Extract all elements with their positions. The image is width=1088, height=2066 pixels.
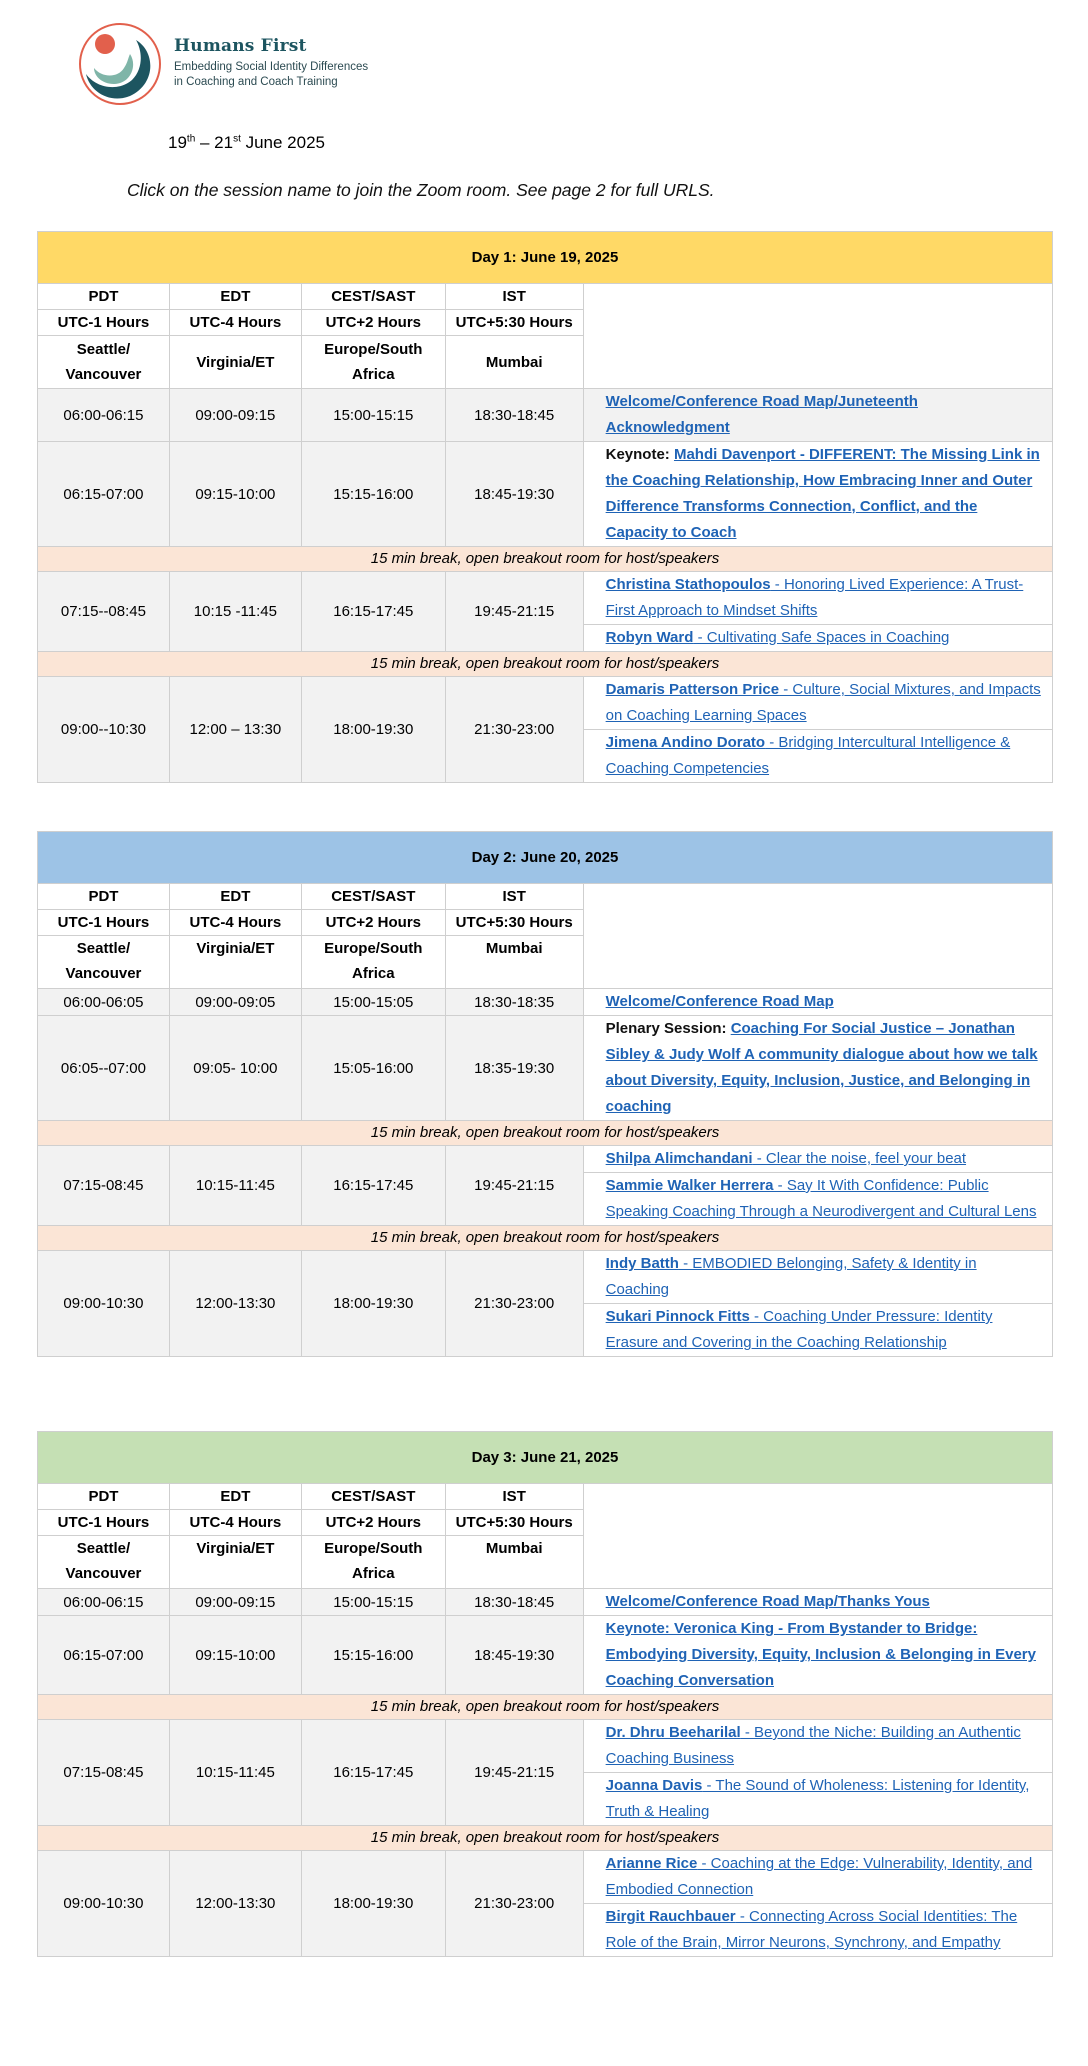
session-row	[38, 989, 1053, 1016]
timezone-city: Virginia/ET	[169, 336, 301, 389]
session-title: Mahdi Davenport - DIFFERENT: The Missing Link in the Coaching Relationship, How Embracing Inner and Outer Difference Transforms Connection, Conflict, and the Capacity to Coach	[605, 446, 1040, 541]
session-row	[38, 1016, 1053, 1121]
session-cell	[583, 1016, 1052, 1121]
time-ist: 18:45-19:30	[445, 442, 583, 547]
timezone-name: CEST/SAST	[301, 284, 445, 310]
time-cest: 15:05-16:00	[301, 1016, 445, 1121]
speaker-name: Indy Batth	[605, 1255, 679, 1272]
time-ist: 18:30-18:45	[445, 389, 583, 442]
session-cell	[583, 1304, 1052, 1357]
timezone-offset: UTC+5:30 Hours	[445, 1510, 583, 1536]
date-month-year: June 2025	[240, 133, 326, 152]
session-title: - Say It With Confidence: Public Speaking Coaching Through a Neurodivergent and Cultural Lens	[605, 1177, 1037, 1220]
time-edt: 09:00-09:05	[169, 989, 301, 1016]
session-row	[38, 442, 1053, 547]
session-link[interactable]	[606, 576, 1024, 619]
break-row	[38, 547, 1053, 572]
session-cell	[583, 1773, 1052, 1826]
session-title: - Beyond the Niche: Building an Authentic Coaching Business	[605, 1724, 1021, 1767]
time-edt: 10:15 -11:45	[169, 572, 301, 652]
time-edt: 10:15-11:45	[169, 1720, 301, 1826]
time-pdt: 07:15-08:45	[38, 1146, 170, 1226]
time-edt: 09:15-10:00	[169, 442, 301, 547]
break-label: 15 min break, open breakout room for host/speakers	[38, 1695, 1053, 1720]
session-link[interactable]	[606, 1308, 993, 1351]
session-cell	[583, 1720, 1052, 1773]
day-header-row	[38, 232, 1053, 284]
logo-mark-icon	[78, 22, 162, 106]
break-label: 15 min break, open breakout room for host/speakers	[38, 1121, 1053, 1146]
break-row	[38, 652, 1053, 677]
timezone-name: EDT	[169, 284, 301, 310]
speaker-name: Sammie Walker Herrera	[605, 1177, 774, 1194]
session-title: Coaching For Social Justice – Jonathan Sibley & Judy Wolf A community dialogue about how we talk about Diversity, Equity, Inclusion, Justice, and Belonging in coaching	[605, 1020, 1038, 1115]
time-cest: 18:00-19:30	[301, 677, 445, 783]
speaker-name: Damaris Patterson Price	[605, 681, 780, 698]
time-cest: 16:15-17:45	[301, 572, 445, 652]
session-cell	[583, 442, 1052, 547]
break-row	[38, 1695, 1053, 1720]
time-ist: 21:30-23:00	[445, 677, 583, 783]
session-row	[38, 1851, 1053, 1904]
speaker-name: Jimena Andino Dorato	[605, 734, 766, 751]
day-title: Day 3: June 21, 2025	[38, 1432, 1053, 1484]
timezone-city: Europe/South Africa	[301, 936, 445, 989]
session-link[interactable]	[606, 1777, 1030, 1820]
speaker-name: Joanna Davis	[605, 1777, 703, 1794]
timezone-offset: UTC-4 Hours	[169, 1510, 301, 1536]
time-ist: 19:45-21:15	[445, 1146, 583, 1226]
timezone-city: Virginia/ET	[169, 936, 301, 989]
session-link[interactable]	[606, 1724, 1021, 1767]
timezone-offset: UTC-4 Hours	[169, 910, 301, 936]
event-dates	[168, 133, 325, 153]
day-title: Day 2: June 20, 2025	[38, 832, 1053, 884]
session-cell	[583, 625, 1052, 652]
timezone-city: Europe/South Africa	[301, 1536, 445, 1589]
time-ist: 19:45-21:15	[445, 572, 583, 652]
time-pdt: 06:00-06:05	[38, 989, 170, 1016]
session-cell	[583, 1589, 1052, 1616]
time-cest: 15:00-15:15	[301, 1589, 445, 1616]
date-start: 19	[168, 133, 187, 152]
time-edt: 09:00-09:15	[169, 389, 301, 442]
timezone-name-row	[38, 284, 1053, 310]
time-ist: 18:35-19:30	[445, 1016, 583, 1121]
time-pdt: 06:05--07:00	[38, 1016, 170, 1121]
time-pdt: 09:00--10:30	[38, 677, 170, 783]
speaker-name: Sukari Pinnock Fitts	[605, 1308, 750, 1325]
session-title: - Clear the noise, feel your beat	[752, 1150, 967, 1167]
time-cest: 15:00-15:15	[301, 389, 445, 442]
session-title: - Honoring Lived Experience: A Trust-First Approach to Mindset Shifts	[605, 576, 1024, 619]
timezone-offset: UTC+2 Hours	[301, 910, 445, 936]
time-edt: 09:15-10:00	[169, 1616, 301, 1695]
speaker-name: Shilpa Alimchandani	[605, 1150, 753, 1167]
session-row	[38, 1589, 1053, 1616]
time-edt: 10:15-11:45	[169, 1146, 301, 1226]
day-title: Day 1: June 19, 2025	[38, 232, 1053, 284]
time-pdt: 07:15-08:45	[38, 1720, 170, 1826]
session-link[interactable]	[606, 1620, 1036, 1689]
timezone-offset: UTC-4 Hours	[169, 310, 301, 336]
session-cell	[583, 989, 1052, 1016]
date-start-suffix: th	[186, 133, 196, 145]
time-ist: 18:30-18:45	[445, 1589, 583, 1616]
speaker-name: Arianne Rice	[605, 1855, 698, 1872]
session-cell	[583, 1904, 1052, 1957]
session-cell	[583, 677, 1052, 730]
speaker-name: Christina Stathopoulos	[605, 576, 771, 593]
time-pdt: 09:00-10:30	[38, 1251, 170, 1357]
timezone-offset: UTC+2 Hours	[301, 1510, 445, 1536]
break-label: 15 min break, open breakout room for host/speakers	[38, 1826, 1053, 1851]
session-cell	[583, 1251, 1052, 1304]
timezone-name: IST	[445, 884, 583, 910]
timezone-city: Mumbai	[445, 1536, 583, 1589]
session-link[interactable]	[606, 1855, 1033, 1898]
session-title: - Coaching at the Edge: Vulnerability, Identity, and Embodied Connection	[605, 1855, 1033, 1898]
day-2-table	[37, 831, 1053, 1357]
timezone-city: Seattle/ Vancouver	[38, 1536, 170, 1589]
time-edt: 12:00-13:30	[169, 1851, 301, 1957]
speaker-name: Robyn Ward	[605, 629, 694, 646]
time-ist: 19:45-21:15	[445, 1720, 583, 1826]
session-cell	[583, 1146, 1052, 1173]
session-row	[38, 1251, 1053, 1304]
timezone-name-row	[38, 1484, 1053, 1510]
time-cest: 15:15-16:00	[301, 442, 445, 547]
logo-title: Humans First	[174, 36, 307, 56]
time-ist: 21:30-23:00	[445, 1251, 583, 1357]
timezone-city: Virginia/ET	[169, 1536, 301, 1589]
timezone-city: Mumbai	[445, 336, 583, 389]
timezone-name: EDT	[169, 1484, 301, 1510]
time-edt: 12:00-13:30	[169, 1251, 301, 1357]
session-link[interactable]	[606, 1150, 966, 1167]
time-ist: 18:45-19:30	[445, 1616, 583, 1695]
session-link[interactable]	[606, 393, 918, 436]
header-blank-cell	[583, 884, 1052, 989]
break-row	[38, 1826, 1053, 1851]
session-link[interactable]	[606, 629, 950, 646]
day-header-row	[38, 832, 1053, 884]
session-type-label: Plenary Session:	[605, 1020, 731, 1037]
session-row	[38, 1616, 1053, 1695]
timezone-name: PDT	[38, 284, 170, 310]
time-edt: 12:00 – 13:30	[169, 677, 301, 783]
timezone-city: Seattle/ Vancouver	[38, 936, 170, 989]
session-title: - Culture, Social Mixtures, and Impacts on Coaching Learning Spaces	[605, 681, 1041, 724]
session-title: - Bridging Intercultural Intelligence & Coaching Competencies	[605, 734, 1011, 777]
timezone-name: PDT	[38, 1484, 170, 1510]
time-cest: 15:00-15:05	[301, 989, 445, 1016]
timezone-city: Seattle/ Vancouver	[38, 336, 170, 389]
break-row	[38, 1226, 1053, 1251]
timezone-name: IST	[445, 284, 583, 310]
time-pdt: 06:00-06:15	[38, 1589, 170, 1616]
time-pdt: 06:15-07:00	[38, 1616, 170, 1695]
session-cell	[583, 730, 1052, 783]
time-edt: 09:05- 10:00	[169, 1016, 301, 1121]
break-label: 15 min break, open breakout room for host/speakers	[38, 652, 1053, 677]
timezone-name: CEST/SAST	[301, 884, 445, 910]
session-link[interactable]	[606, 1177, 1037, 1220]
session-title: - Connecting Across Social Identities: The Role of the Brain, Mirror Neurons, Synchrony, and Empathy	[605, 1908, 1018, 1951]
date-end-suffix: st	[233, 133, 241, 145]
header-blank-cell	[583, 284, 1052, 389]
timezone-name: CEST/SAST	[301, 1484, 445, 1510]
timezone-offset: UTC-1 Hours	[38, 1510, 170, 1536]
session-title: - Coaching Under Pressure: Identity Erasure and Covering in the Coaching Relationship	[605, 1308, 993, 1351]
timezone-offset: UTC-1 Hours	[38, 910, 170, 936]
session-row	[38, 677, 1053, 730]
session-cell	[583, 1616, 1052, 1695]
session-link[interactable]	[606, 734, 1011, 777]
session-link[interactable]	[606, 1593, 930, 1610]
time-cest: 18:00-19:30	[301, 1851, 445, 1957]
timezone-offset: UTC-1 Hours	[38, 310, 170, 336]
time-cest: 15:15-16:00	[301, 1616, 445, 1695]
time-cest: 16:15-17:45	[301, 1720, 445, 1826]
time-ist: 18:30-18:35	[445, 989, 583, 1016]
instructions-text: Click on the session name to join the Zoom room. See page 2 for full URLS.	[127, 180, 715, 200]
speaker-name: Dr. Dhru Beeharilal	[605, 1724, 741, 1741]
logo-subtitle-line-2: in Coaching and Coach Training	[174, 76, 338, 88]
session-link[interactable]	[606, 1908, 1018, 1951]
header-blank-cell	[583, 1484, 1052, 1589]
session-cell	[583, 389, 1052, 442]
day-header-row	[38, 1432, 1053, 1484]
logo-subtitle-line-1: Embedding Social Identity Differences	[174, 61, 369, 73]
timezone-city: Europe/South Africa	[301, 336, 445, 389]
session-link[interactable]	[606, 993, 834, 1010]
session-row	[38, 389, 1053, 442]
session-title: Welcome/Conference Road Map/Thanks Yous	[605, 1593, 930, 1610]
session-row	[38, 572, 1053, 625]
humans-first-logo	[78, 22, 388, 112]
session-cell	[583, 1851, 1052, 1904]
timezone-name-row	[38, 884, 1053, 910]
timezone-name: PDT	[38, 884, 170, 910]
timezone-city: Mumbai	[445, 936, 583, 989]
timezone-offset: UTC+2 Hours	[301, 310, 445, 336]
session-title: Welcome/Conference Road Map/Juneteenth Acknowledgment	[605, 393, 918, 436]
session-title: - EMBODIED Belonging, Safety & Identity in Coaching	[605, 1255, 977, 1298]
date-end: 21	[214, 133, 234, 152]
time-cest: 18:00-19:30	[301, 1251, 445, 1357]
date-separator: –	[195, 133, 215, 152]
session-title: Welcome/Conference Road Map	[605, 993, 834, 1010]
session-row	[38, 1146, 1053, 1173]
session-cell	[583, 1173, 1052, 1226]
session-title: - The Sound of Wholeness: Listening for Identity, Truth & Healing	[605, 1777, 1030, 1820]
break-row	[38, 1121, 1053, 1146]
session-link[interactable]	[606, 1255, 977, 1298]
time-cest: 16:15-17:45	[301, 1146, 445, 1226]
time-pdt: 06:15-07:00	[38, 442, 170, 547]
timezone-name: IST	[445, 1484, 583, 1510]
timezone-offset: UTC+5:30 Hours	[445, 910, 583, 936]
day-3-table	[37, 1431, 1053, 1957]
speaker-name: Birgit Rauchbauer	[605, 1908, 736, 1925]
session-type-label: Keynote:	[605, 446, 674, 463]
timezone-offset: UTC+5:30 Hours	[445, 310, 583, 336]
session-title: - Cultivating Safe Spaces in Coaching	[693, 629, 950, 646]
time-ist: 21:30-23:00	[445, 1851, 583, 1957]
logo-subtitle	[174, 60, 368, 90]
session-row	[38, 1720, 1053, 1773]
break-label: 15 min break, open breakout room for host/speakers	[38, 547, 1053, 572]
session-link[interactable]	[606, 681, 1041, 724]
day-1-table	[37, 231, 1053, 783]
session-title: Keynote: Veronica King - From Bystander to Bridge: Embodying Diversity, Equity, Inclusion & Belonging in Every Coaching Conversation	[605, 1620, 1036, 1689]
session-cell	[583, 572, 1052, 625]
break-label: 15 min break, open breakout room for host/speakers	[38, 1226, 1053, 1251]
time-pdt: 07:15--08:45	[38, 572, 170, 652]
time-edt: 09:00-09:15	[169, 1589, 301, 1616]
time-pdt: 09:00-10:30	[38, 1851, 170, 1957]
time-pdt: 06:00-06:15	[38, 389, 170, 442]
timezone-name: EDT	[169, 884, 301, 910]
